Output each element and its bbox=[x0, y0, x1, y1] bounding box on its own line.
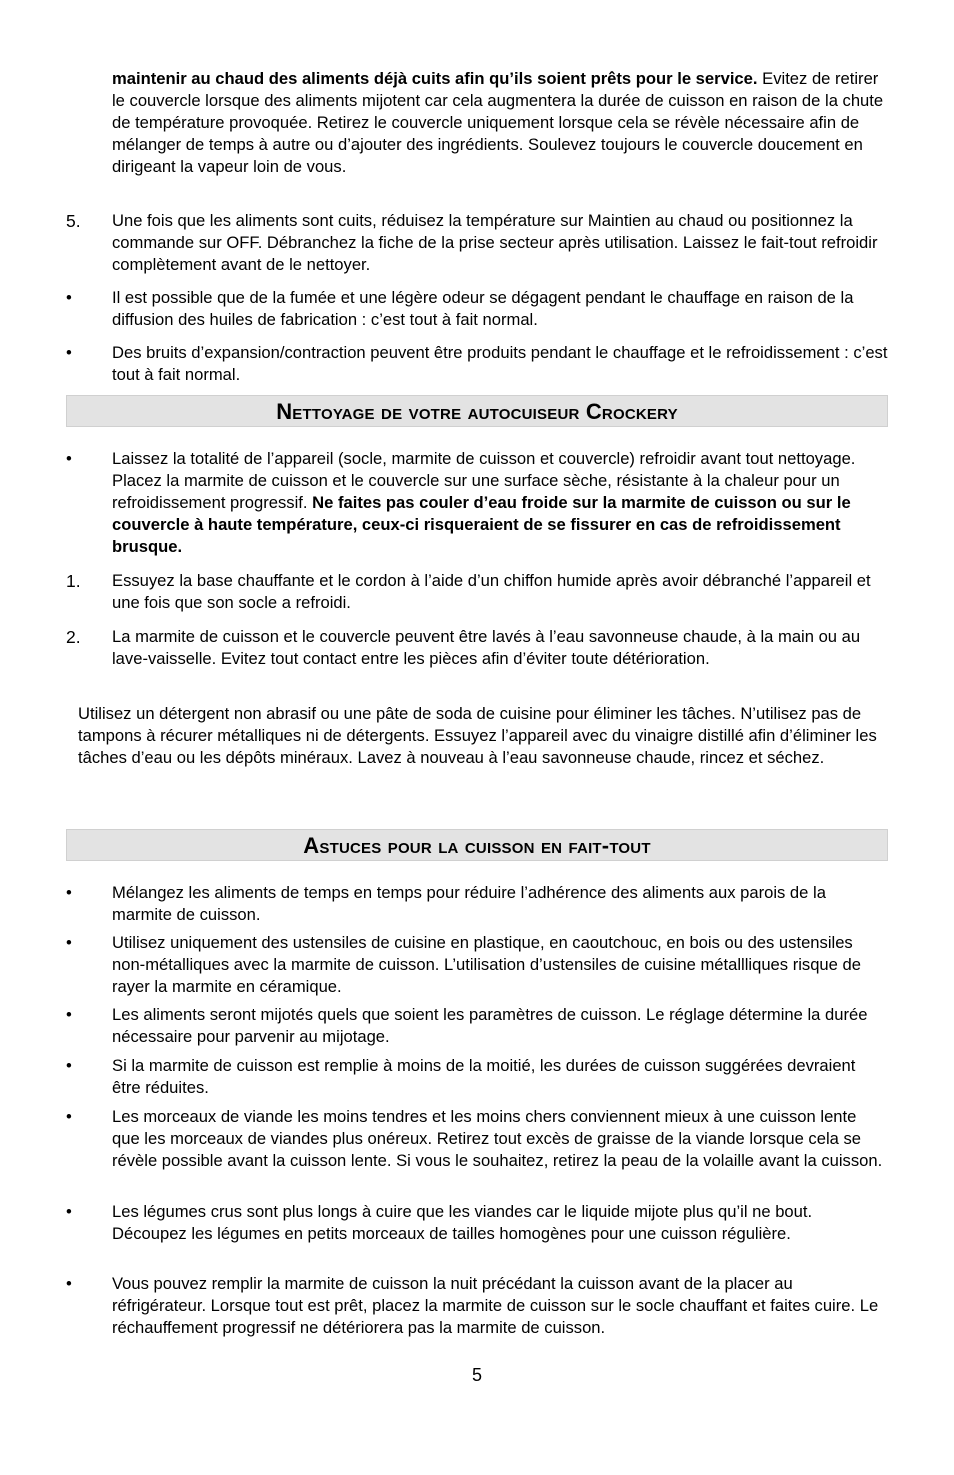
tip-item bbox=[66, 1273, 888, 1339]
bullet-marker: • bbox=[66, 449, 72, 468]
cleaning-step-1 bbox=[66, 570, 888, 614]
step-text: Essuyez la base chauffante et le cordon à l’aide d’un chiffon humide après avoir débranché l’appareil et une fois que son socle a refroidi. bbox=[112, 571, 871, 612]
bullet-marker: • bbox=[66, 1274, 72, 1293]
intro-text: Evitez de retirer le couvercle lorsque des aliments mijotent car cela augmentera la durée de cuisson en raison de la chute de température provoquée. Retirez le couvercle uniquement lorsque cela se révèle nécessaire afin de mélanger de temps à autre ou d’ajouter des ingrédients. Soulevez toujours le couvercle doucement en dirigeant la vapeur loin de vous. bbox=[112, 69, 884, 176]
bullet-marker: • bbox=[66, 1056, 72, 1075]
page-number: 5 bbox=[471, 1365, 482, 1385]
tip-text: Utilisez uniquement des ustensiles de cuisine en plastique, en caoutchouc, en bois ou des ustensiles non-métalliques avec la marmite de cuisson. L’utilisation d’ustensiles de cuisine métallliques risque de rayer la marmite en céramique. bbox=[112, 933, 861, 996]
tip-text: Vous pouvez remplir la marmite de cuisson la nuit précédant la cuisson avant de la placer au réfrigérateur. Lorsque tout est prêt, placez la marmite de cuisson sur le socle chauffant et faites cuire. Le réchauffement progressif ne détériorera pas la marmite de cuisson. bbox=[112, 1274, 879, 1337]
bullet-marker: • bbox=[66, 343, 72, 362]
step-text: Une fois que les aliments sont cuits, réduisez la température sur Maintien au chaud ou positionnez la commande sur OFF. Débranchez la fiche de la prise secteur après utilisation. Laissez le fait-tout refroidir complètement avant de le nettoyer. bbox=[112, 211, 878, 274]
tip-text: Les aliments seront mijotés quels que soient les paramètres de cuisson. Le réglage détermine la durée nécessaire pour parvenir au mijotage. bbox=[112, 1005, 868, 1046]
step-5 bbox=[66, 210, 888, 276]
bullet-marker: • bbox=[66, 933, 72, 952]
step-text: La marmite de cuisson et le couvercle peuvent être lavés à l’eau savonneuse chaude, à la main ou au lave-vaisselle. Evitez tout contact entre les pièces afin d’éviter toute détérioration. bbox=[112, 627, 861, 668]
bullet-marker: • bbox=[66, 1202, 72, 1221]
step-number: 2. bbox=[66, 627, 81, 647]
bullet-marker: • bbox=[66, 1005, 72, 1024]
section-title: Astuces pour la cuisson en fait-tout bbox=[303, 833, 651, 858]
tip-text: Mélangez les aliments de temps en temps pour réduire l’adhérence des aliments aux parois de la marmite de cuisson. bbox=[112, 883, 826, 924]
cleaning-warning-item bbox=[66, 448, 888, 558]
tip-text: Les légumes crus sont plus longs à cuire que les viandes car le liquide mijote plus qu’il ne bout. Découpez les légumes en petits morceaux de tailles homogènes pour une cuisson régulière. bbox=[112, 1202, 813, 1243]
tip-item bbox=[66, 882, 888, 926]
cleaning-paragraph: Utilisez un détergent non abrasif ou une pâte de soda de cuisine pour éliminer les tâches. N’utilisez pas de tampons à récurer métalliques ni de détergents. Essuyez l’appareil avec du vinaigre distillé afin d’éliminer les tâches d’eau ou les dépôts minéraux. Lavez à nouveau à l’eau savonneuse chaude, rincez et séchez. bbox=[78, 704, 877, 767]
cleaning-warning-bold: Ne faites pas couler d’eau froide sur la marmite de cuisson ou sur le couvercle à haute température, ceux-ci risqueraient de se fissurer en cas de refroidissement brusque. bbox=[112, 493, 851, 556]
note-text: Il est possible que de la fumée et une légère odeur se dégagent pendant le chauffage en raison de la diffusion des huiles de fabrication : c’est tout à fait normal. bbox=[112, 288, 854, 329]
tip-item bbox=[66, 932, 888, 998]
intro-paragraph bbox=[112, 68, 888, 178]
note-text: Des bruits d’expansion/contraction peuvent être produits pendant le chauffage et le refroidissement : c’est tout à fait normal. bbox=[112, 343, 888, 384]
section-heading-tips bbox=[66, 829, 888, 861]
note-item bbox=[66, 287, 888, 331]
tip-item bbox=[66, 1106, 888, 1172]
intro-bold-text: maintenir au chaud des aliments déjà cuits afin qu’ils soient prêts pour le service. bbox=[112, 69, 758, 88]
bullet-marker: • bbox=[66, 883, 72, 902]
tip-item bbox=[66, 1201, 888, 1245]
bullet-marker: • bbox=[66, 1107, 72, 1126]
section-heading-cleaning bbox=[66, 395, 888, 427]
tip-item bbox=[66, 1055, 888, 1099]
tip-text: Les morceaux de viande les moins tendres et les moins chers conviennent mieux à une cuisson lente que les morceaux de viandes plus onéreux. Retirez tout excès de graisse de la viande lorsque cela se révèle possible avant la cuisson lente. Si vous le souhaitez, retirez la peau de la volaille avant la cuisson. bbox=[112, 1107, 883, 1170]
tip-item bbox=[66, 1004, 888, 1048]
cleaning-warning-text: Laissez la totalité de l’appareil (socle, marmite de cuisson et couvercle) refroidir avant tout nettoyage. Placez la marmite de cuisson et le couvercle sur une surface sèche, résistante à la chaleur pour un refroidissement progressif. bbox=[112, 449, 856, 512]
tip-text: Si la marmite de cuisson est remplie à moins de la moitié, les durées de cuisson suggérées devraient être réduites. bbox=[112, 1056, 856, 1097]
cleaning-step-2 bbox=[66, 626, 888, 670]
step-number: 1. bbox=[66, 571, 81, 591]
step-number: 5. bbox=[66, 211, 81, 231]
bullet-marker: • bbox=[66, 288, 72, 307]
section-title: Nettoyage de votre autocuiseur Crockery bbox=[276, 399, 678, 424]
note-item bbox=[66, 342, 888, 386]
